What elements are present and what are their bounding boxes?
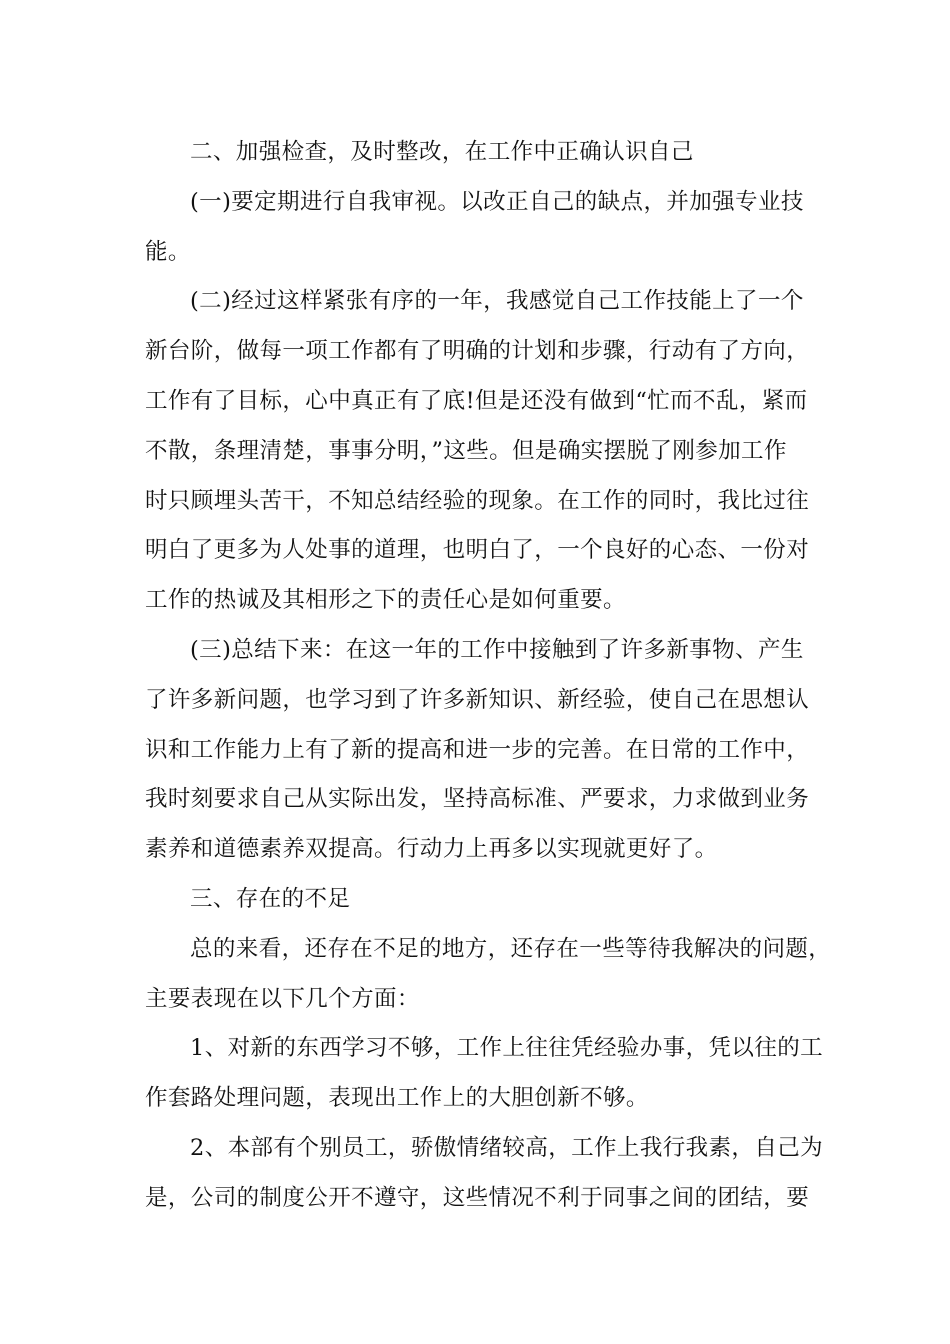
text-line: 1、对新的东西学习不够，工作上往往凭经验办事，凭以往的工 (190, 1035, 824, 1062)
text-line: 能。 (145, 238, 191, 265)
text-line: 明白了更多为人处事的道理，也明白了，一个良好的心态、一份对 (145, 537, 810, 564)
text-line: 二、加强检查，及时整改，在工作中正确认识自己 (190, 139, 694, 165)
text-line: 识和工作能力上有了新的提高和进一步的完善。在日常的工作中， (145, 736, 810, 763)
text-line: 总的来看，还存在不足的地方，还存在一些等待我解决的问题， (190, 935, 832, 962)
text-line: 工作的热诚及其相形之下的责任心是如何重要。 (145, 587, 626, 614)
text-line: 工作有了目标，心中真正有了底!但是还没有做到“忙而不乱，紧而 (145, 387, 808, 414)
text-line: 了许多新问题，也学习到了许多新知识、新经验，使自己在思想认 (145, 686, 810, 713)
text-line: (三)总结下来：在这一年的工作中接触到了许多新事物、产生 (190, 636, 804, 663)
text-line: 作套路处理问题，表现出工作上的大胆创新不够。 (145, 1085, 649, 1112)
text-line: 不散，条理清楚，事事分明，”这些。但是确实摆脱了刚参加工作 (145, 437, 787, 464)
text-line: 时只顾埋头苦干，不知总结经验的现象。在工作的同时，我比过往 (145, 487, 810, 514)
text-line: 新台阶，做每一项工作都有了明确的计划和步骤，行动有了方向， (145, 338, 810, 365)
text-line: (二)经过这样紧张有序的一年，我感觉自己工作技能上了一个 (190, 288, 804, 315)
text-line: (一)要定期进行自我审视。以改正自己的缺点，并加强专业技 (190, 188, 804, 215)
text-line: 主要表现在以下几个方面： (145, 985, 420, 1012)
text-line: 素养和道德素养双提高。行动力上再多以实现就更好了。 (145, 836, 718, 863)
text-line: 我时刻要求自己从实际出发，坚持高标准、严要求，力求做到业务 (145, 786, 810, 813)
text-line: 2、本部有个别员工，骄傲情绪较高，工作上我行我素，自己为 (190, 1134, 824, 1161)
text-line: 三、存在的不足 (190, 885, 351, 912)
document-body (145, 128, 832, 1224)
text-line: 是，公司的制度公开不遵守，这些情况不利于同事之间的团结，要 (145, 1184, 810, 1211)
